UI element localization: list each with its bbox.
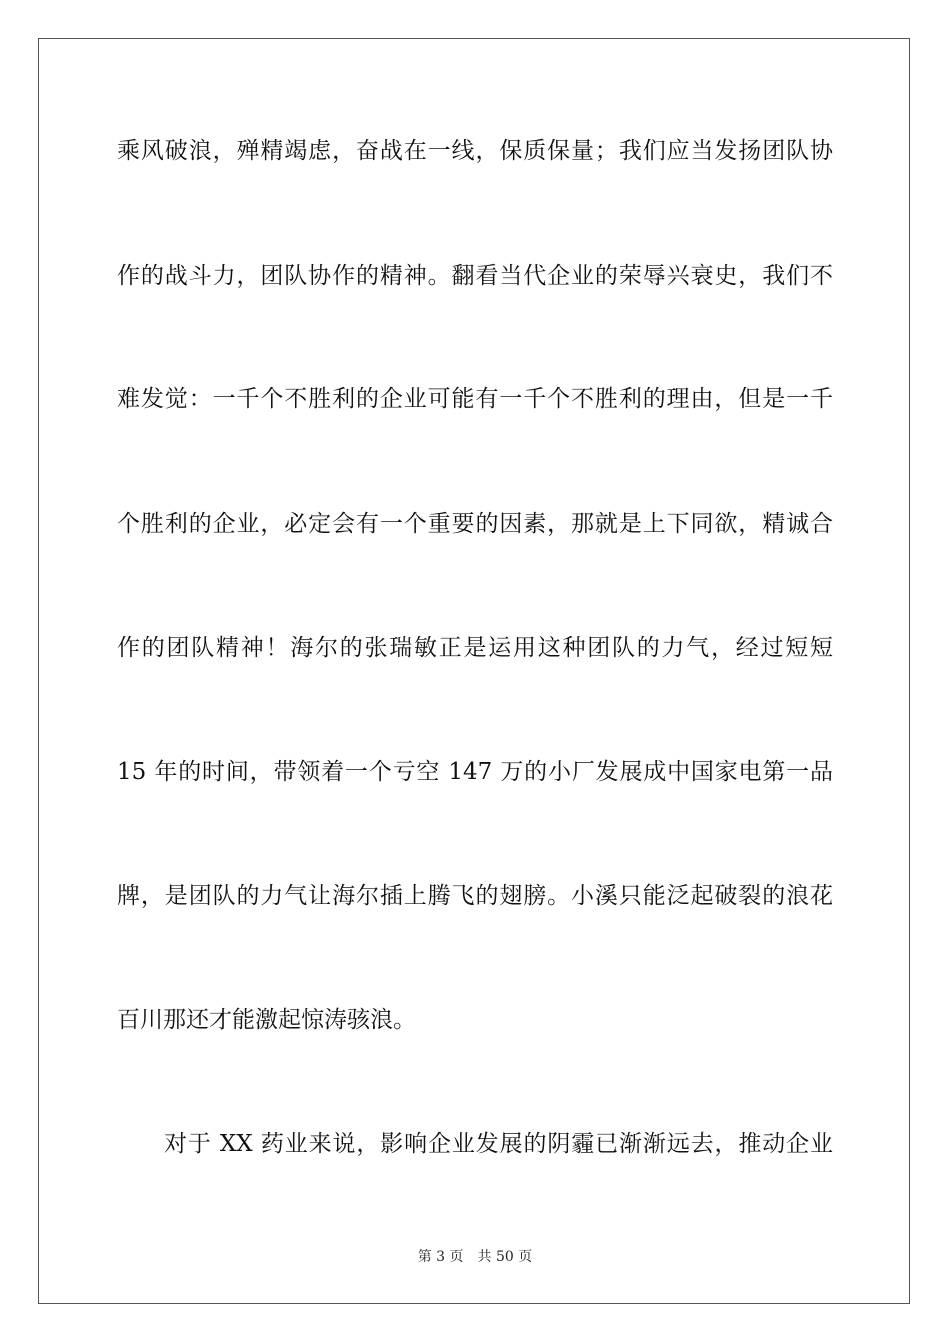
page-border: [38, 38, 910, 1304]
body-line-2: 作的战斗力，团队协作的精神。翻看当代企业的荣辱兴衰史，我们不: [117, 263, 833, 289]
body-line-3: 难发觉：一千个不胜利的企业可能有一千个不胜利的理由，但是一千: [117, 386, 833, 412]
page-footer: [0, 1248, 950, 1266]
body-line-4: 个胜利的企业，必定会有一个重要的因素，那就是上下同欲，精诚合: [117, 511, 833, 537]
body-line-1: 乘风破浪，殚精竭虑，奋战在一线，保质保量；我们应当发扬团队协: [117, 138, 833, 164]
body-line-5: 作的团队精神！海尔的张瑞敏正是运用这种团队的力气，经过短短: [117, 635, 833, 661]
body-line-7: 牌，是团队的力气让海尔插上腾飞的翅膀。小溪只能泛起破裂的浪花: [117, 883, 833, 909]
body-line-6: 15 年的时间，带领着一个亏空 147 万的小厂发展成中国家电第一品: [117, 759, 833, 785]
page-total: 共 50 页: [477, 1249, 533, 1265]
body-line-8: 百川那还才能激起惊涛骇浪。: [117, 1007, 416, 1033]
paragraph-2-line-1: 对于 XX 药业来说，影响企业发展的阴霾已渐渐远去，推动企业: [164, 1131, 833, 1157]
page-number: 第 3 页: [417, 1249, 464, 1265]
